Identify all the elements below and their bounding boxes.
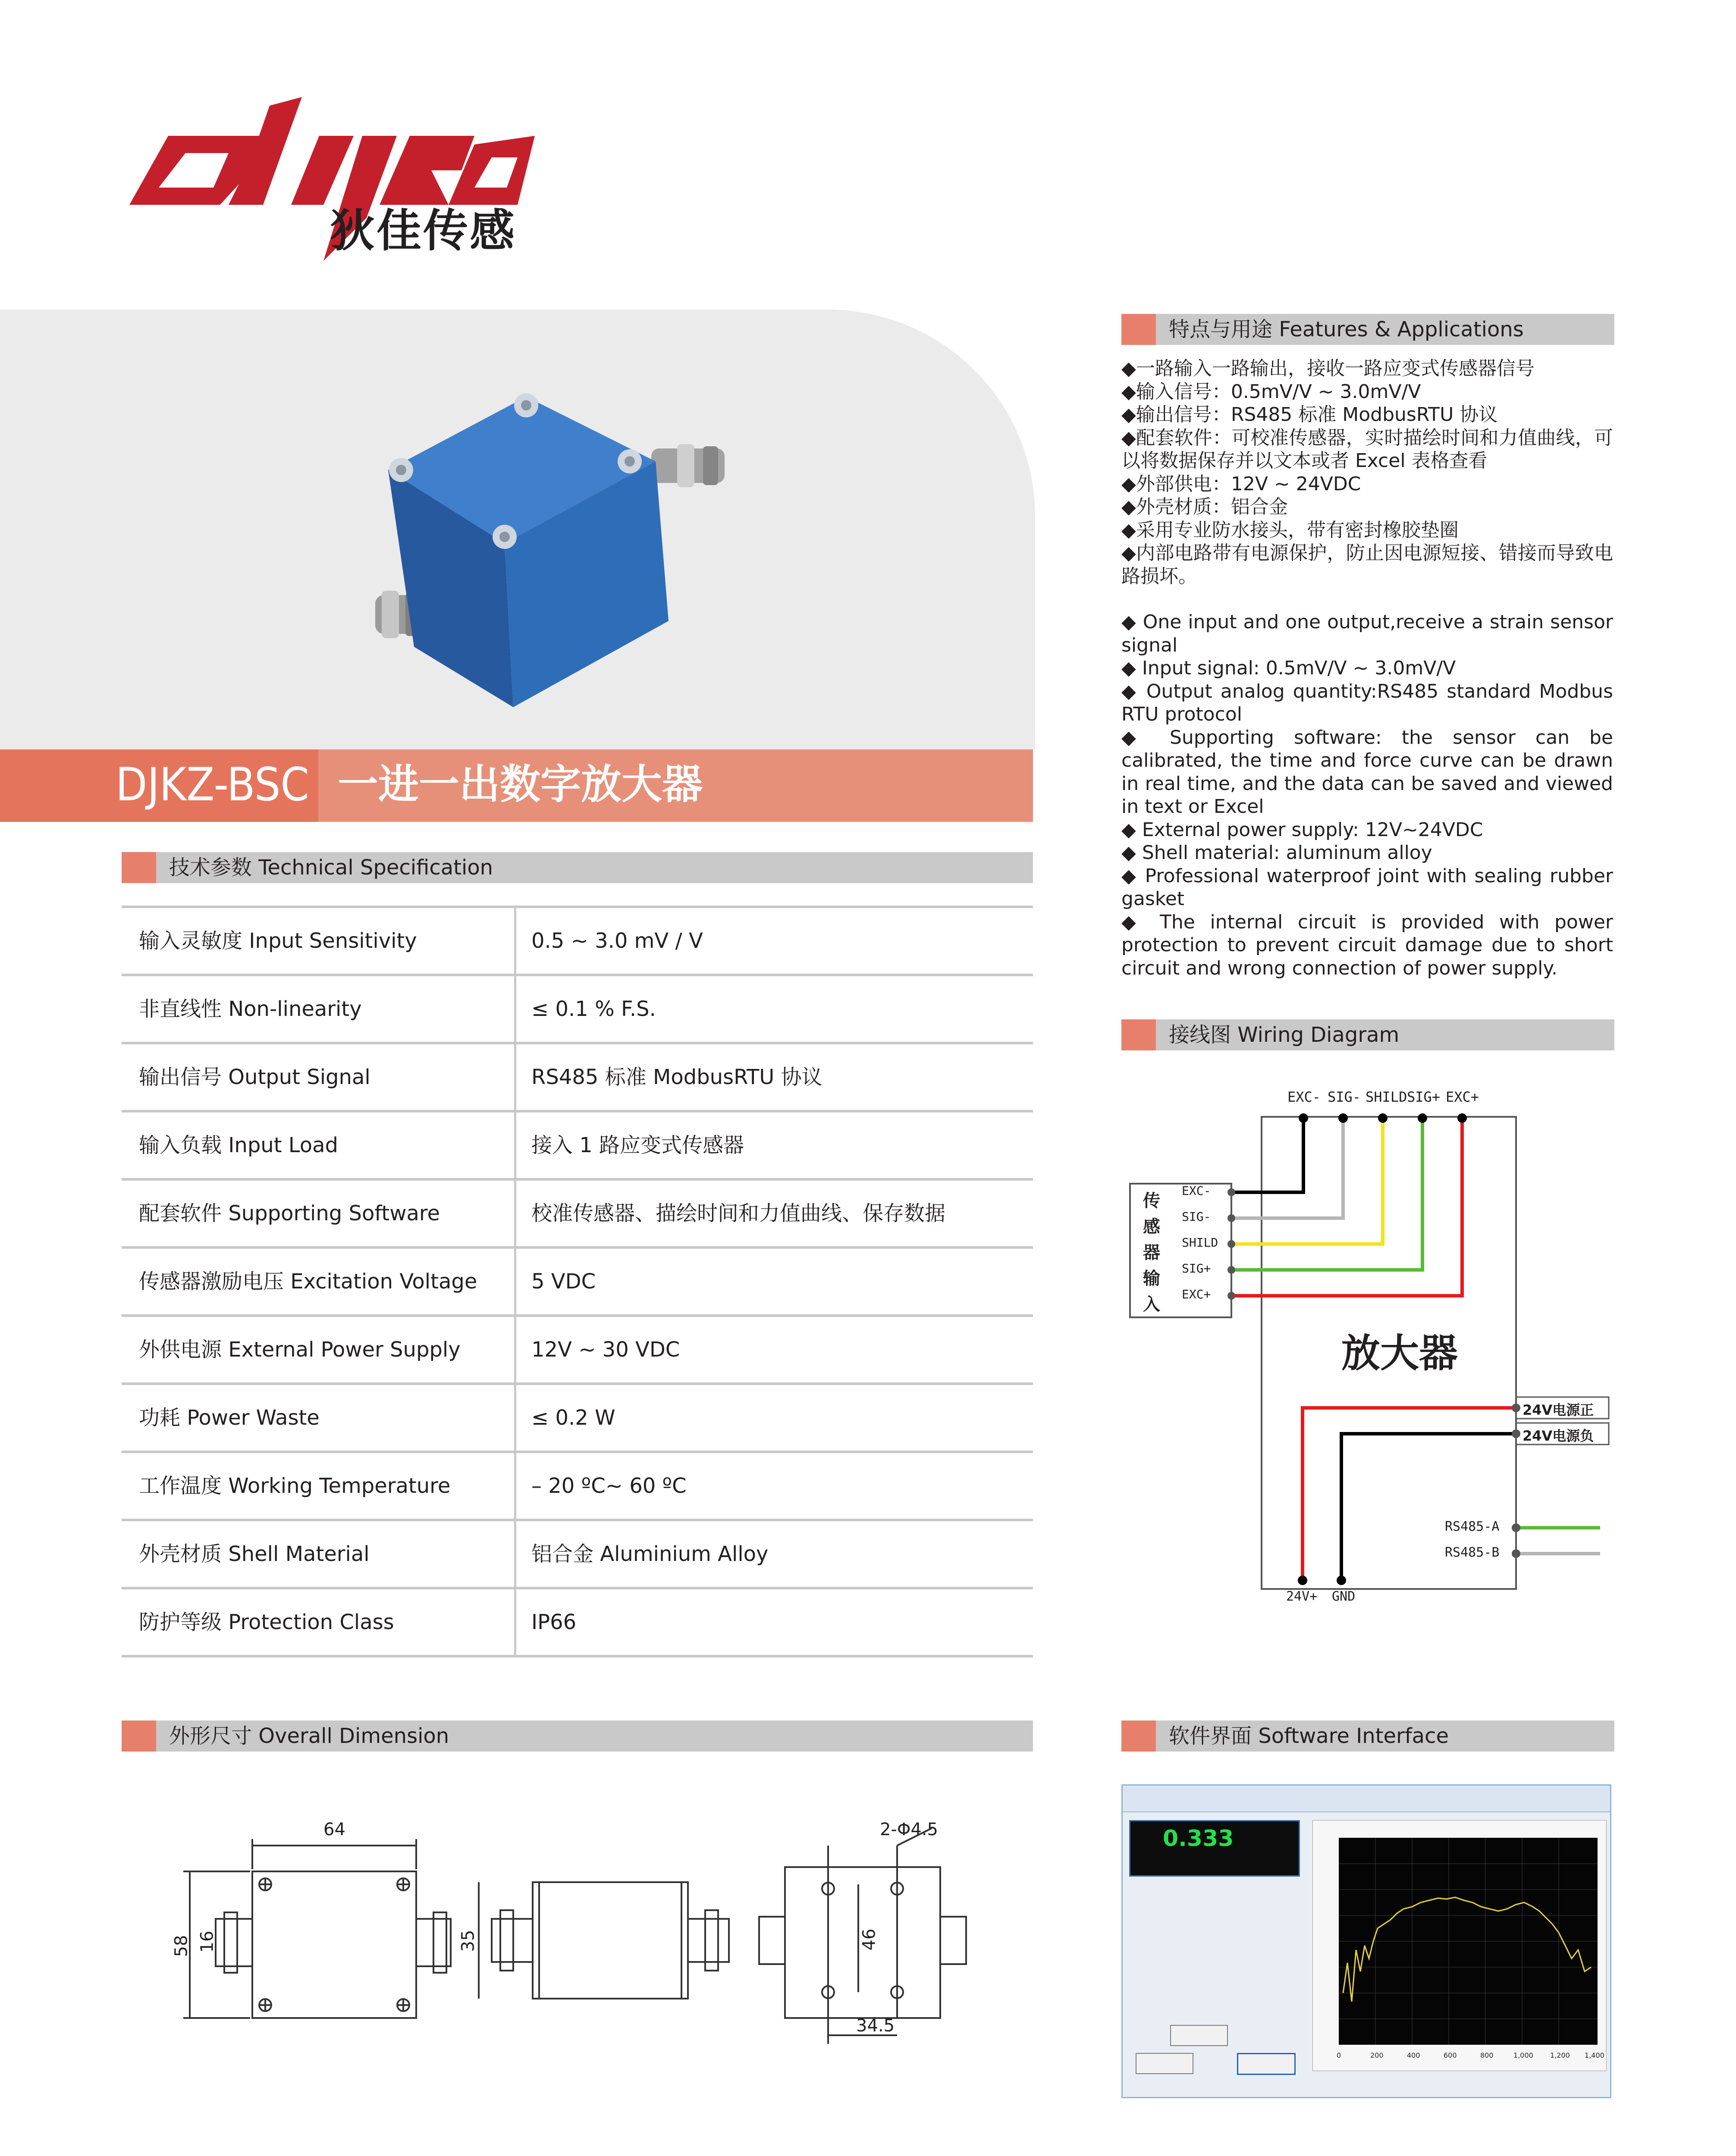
features-text	[1121, 357, 1613, 980]
dimension-drawing	[164, 1820, 1005, 2044]
start-button[interactable]	[1136, 2053, 1193, 2074]
product-photo	[375, 379, 729, 718]
table-row	[122, 1587, 1033, 1658]
spec-key: 输入灵敏度 Input Sensitivity	[139, 929, 417, 953]
section-tab	[1121, 314, 1156, 345]
spec-value: ≤ 0.1 % F.S.	[531, 997, 656, 1021]
feature-cn: ◆配套软件：可校准传感器，实时描绘时间和力值曲线，可以将数据保存并以文本或者 Excel 表格查看	[1121, 426, 1613, 472]
sensor-input-label: 传 感 器 输 入	[1143, 1191, 1160, 1314]
spec-table	[122, 906, 1033, 1658]
brand-logo	[121, 88, 552, 270]
table-row	[122, 1519, 1033, 1587]
brand-chinese-name: 狄佳传感	[330, 204, 517, 257]
table-row	[122, 1042, 1033, 1110]
x-tick: 0	[1337, 2051, 1341, 2059]
section-label: 特点与用途 Features & Applications	[1169, 317, 1524, 342]
dimension-header	[122, 1720, 1033, 1752]
table-row	[122, 906, 1033, 974]
spec-key: 外供电源 External Power Supply	[139, 1338, 461, 1362]
spec-key: 外壳材质 Shell Material	[139, 1542, 370, 1566]
x-tick: 200	[1370, 2051, 1384, 2059]
section-label: 技术参数 Technical Specification	[169, 856, 493, 880]
spec-key: 配套软件 Supporting Software	[139, 1201, 440, 1225]
sensor-pin-label: SIG+	[1182, 1261, 1211, 1275]
table-row	[122, 1451, 1033, 1519]
product-model: DJKZ-BSC	[116, 758, 309, 811]
bottom-pin-label: GND	[1332, 1589, 1356, 1604]
stop-button[interactable]	[1237, 2053, 1296, 2075]
power-label: 24V电源正	[1523, 1402, 1594, 1418]
dim-hole-spacing-h: 34.5	[856, 2016, 895, 2036]
features-header	[1121, 314, 1614, 345]
spec-value: – 20 ºC~ 60 ºC	[531, 1474, 687, 1498]
pin-label: EXC+	[1446, 1089, 1479, 1105]
rs485-label: RS485-A	[1445, 1519, 1500, 1534]
table-row	[122, 1314, 1033, 1382]
section-label: 软件界面 Software Interface	[1169, 1724, 1449, 1748]
spec-value: 校准传感器、描绘时间和力值曲线、保存数据	[531, 1201, 946, 1225]
software-screenshot	[1121, 1784, 1611, 2098]
software-header	[1121, 1720, 1614, 1752]
feature-cn: ◆输出信号：RS485 标准 ModbusRTU 协议	[1121, 404, 1498, 426]
x-tick: 800	[1480, 2051, 1494, 2059]
spec-key: 输出信号 Output Signal	[139, 1065, 370, 1089]
pin-label: SHILD	[1366, 1089, 1407, 1105]
spec-key: 非直线性 Non-linearity	[139, 997, 362, 1021]
rs485-label: RS485-B	[1445, 1545, 1500, 1560]
spec-key: 传感器激励电压 Excitation Voltage	[139, 1269, 477, 1294]
section-tab	[122, 1720, 156, 1752]
menu-strip	[1123, 1786, 1610, 1812]
spec-value: RS485 标准 ModbusRTU 协议	[531, 1065, 822, 1089]
feature-en: ◆ One input and one output,receive a strain sensor signal	[1121, 611, 1613, 656]
table-row	[122, 1110, 1033, 1178]
pin-label: SIG+	[1407, 1089, 1441, 1105]
spec-value: 12V ~ 30 VDC	[531, 1338, 680, 1362]
feature-cn: ◆采用专业防水接头，带有密封橡胶垫圈	[1121, 519, 1459, 541]
bottom-pin-label: 24V+	[1286, 1589, 1318, 1604]
section-label: 接线图 Wiring Diagram	[1169, 1023, 1400, 1047]
spec-key: 输入负载 Input Load	[139, 1133, 338, 1157]
sensor-pin-label: EXC+	[1182, 1287, 1211, 1301]
spec-key: 工作温度 Working Temperature	[139, 1474, 451, 1498]
product-name: 一进一出数字放大器	[338, 761, 703, 808]
tech-spec-header	[122, 852, 1033, 883]
x-tick: 1,200	[1550, 2051, 1570, 2059]
section-tab	[1121, 1720, 1156, 1752]
spec-key: 防护等级 Protection Class	[139, 1610, 394, 1634]
wiring-header	[1121, 1019, 1614, 1050]
dim-hole-spacing-v: 46	[859, 1928, 879, 1951]
feature-en: ◆ Shell material: aluminum alloy	[1121, 842, 1432, 864]
x-tick: 600	[1444, 2051, 1457, 2059]
pin-label: EXC-	[1287, 1089, 1321, 1105]
force-chart	[1312, 1820, 1607, 2071]
dim-fitting: 16	[197, 1930, 217, 1953]
table-row	[122, 974, 1033, 1042]
feature-en: ◆ Professional waterproof joint with sealing rubber gasket	[1121, 865, 1613, 910]
feature-en: ◆ Output analog quantity:RS485 standard Modbus RTU protocol	[1121, 680, 1613, 725]
spec-value: 铝合金 Aluminium Alloy	[531, 1542, 769, 1566]
reading-panel	[1129, 1820, 1300, 1877]
table-row	[122, 1382, 1033, 1451]
dim-holes: 2-Φ4.5	[880, 1820, 938, 1839]
section-tab	[1121, 1019, 1156, 1050]
spec-value: 5 VDC	[531, 1269, 596, 1294]
feature-en: ◆ Supporting software: the sensor can be calibrated, the time and force curve can be drawn in real time, and the data can be saved and viewed in text or Excel	[1121, 726, 1613, 818]
dim-height: 58	[171, 1935, 191, 1957]
spec-key: 功耗 Power Waste	[139, 1406, 320, 1430]
table-row	[122, 1178, 1033, 1246]
pin-label: SIG-	[1328, 1089, 1361, 1105]
x-tick: 1,400	[1585, 2051, 1604, 2059]
feature-en: ◆ The internal circuit is provided with power protection to prevent circuit damage due to short circuit and wrong connection of power supply.	[1121, 911, 1613, 979]
table-row	[122, 1246, 1033, 1314]
feature-cn: ◆内部电路带有电源保护，防止因电源短接、错接而导致电路损坏。	[1121, 542, 1613, 587]
spec-value: IP66	[531, 1610, 577, 1634]
feature-cn: ◆外壳材质：铝合金	[1121, 496, 1288, 518]
sensor-pin-label: SHILD	[1182, 1235, 1218, 1250]
spec-value: 接入 1 路应变式传感器	[531, 1133, 744, 1157]
feature-en: ◆ Input signal: 0.5mV/V ~ 3.0mV/V	[1121, 657, 1456, 679]
x-tick: 1,000	[1513, 2051, 1533, 2059]
save-button[interactable]	[1170, 2025, 1228, 2046]
feature-en: ◆ External power supply: 12V~24VDC	[1121, 818, 1483, 841]
sensor-pin-label: EXC-	[1182, 1184, 1211, 1198]
section-label: 外形尺寸 Overall Dimension	[169, 1724, 449, 1748]
dim-depth: 35	[458, 1930, 478, 1952]
dim-width: 64	[323, 1820, 345, 1839]
wiring-diagram	[1126, 1074, 1617, 1634]
feature-cn: ◆外部供电：12V ~ 24VDC	[1121, 473, 1361, 495]
x-tick: 400	[1407, 2051, 1420, 2059]
sensor-pin-label: SIG-	[1182, 1210, 1211, 1224]
section-tab	[122, 852, 156, 883]
feature-cn: ◆一路输入一路输出，接收一路应变式传感器信号	[1121, 357, 1535, 379]
reading-value: 0.333	[1163, 1826, 1234, 1852]
feature-cn: ◆输入信号：0.5mV/V ~ 3.0mV/V	[1121, 380, 1421, 403]
spec-value: 0.5 ~ 3.0 mV / V	[531, 929, 703, 953]
amplifier-label: 放大器	[1341, 1331, 1458, 1376]
spec-value: ≤ 0.2 W	[531, 1406, 615, 1430]
power-label: 24V电源负	[1523, 1428, 1594, 1444]
